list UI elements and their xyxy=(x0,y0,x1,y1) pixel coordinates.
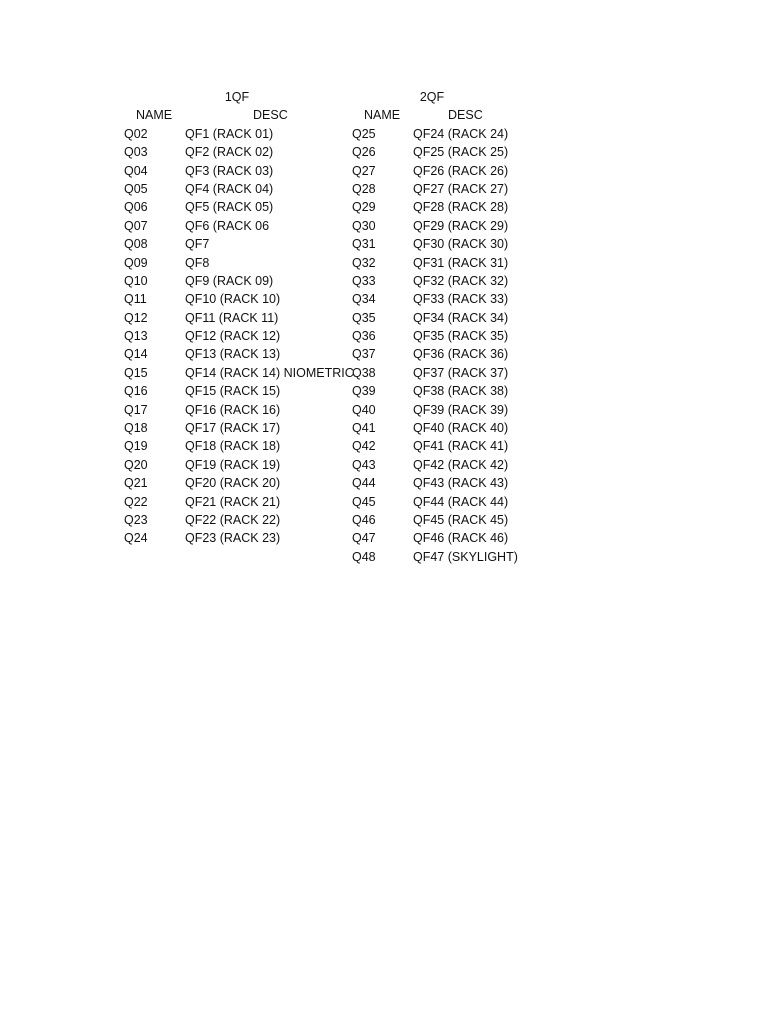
cell-name: Q16 xyxy=(124,384,148,399)
cell-name: Q14 xyxy=(124,347,148,362)
cell-desc: QF8 xyxy=(185,255,210,270)
cell-name: Q32 xyxy=(352,255,376,270)
cell-desc: QF6 (RACK 06 xyxy=(185,218,270,233)
cell-name: Q22 xyxy=(124,494,148,509)
table-body xyxy=(124,125,354,548)
cell-name: Q45 xyxy=(352,494,376,509)
table-1qf xyxy=(124,88,354,548)
cell-desc: QF14 (RACK 14) NIOMETRIC xyxy=(185,365,354,380)
cell-name: Q12 xyxy=(124,310,148,325)
table-row xyxy=(352,125,532,143)
cell-desc: QF27 (RACK 27) xyxy=(413,181,509,196)
cell-desc: QF40 (RACK 40) xyxy=(413,421,509,436)
cell-desc: QF12 (RACK 12) xyxy=(185,329,281,344)
table-row xyxy=(124,290,350,308)
cell-desc: QF5 (RACK 05) xyxy=(185,200,274,215)
table-row xyxy=(124,254,350,272)
cell-desc: QF31 (RACK 31) xyxy=(413,255,509,270)
table-row xyxy=(352,364,532,382)
column-header-desc: DESC xyxy=(253,108,288,123)
cell-desc: QF46 (RACK 46) xyxy=(413,531,509,546)
cell-desc: QF29 (RACK 29) xyxy=(413,218,509,233)
cell-name: Q40 xyxy=(352,402,376,417)
table-row xyxy=(124,345,350,363)
cell-desc: QF1 (RACK 01) xyxy=(185,126,274,141)
cell-desc: QF3 (RACK 03) xyxy=(185,163,274,178)
cell-desc: QF44 (RACK 44) xyxy=(413,494,509,509)
table-title-row xyxy=(124,88,350,106)
cell-name: Q44 xyxy=(352,476,376,491)
table-row xyxy=(124,327,350,345)
table-row xyxy=(124,309,350,327)
table-title-row xyxy=(352,88,532,106)
cell-name: Q37 xyxy=(352,347,376,362)
table-row xyxy=(352,548,532,566)
cell-desc: QF47 (SKYLIGHT) xyxy=(413,549,518,564)
cell-desc: QF37 (RACK 37) xyxy=(413,365,509,380)
cell-desc: QF2 (RACK 02) xyxy=(185,145,274,160)
cell-desc: QF45 (RACK 45) xyxy=(413,512,509,527)
table-row xyxy=(124,235,350,253)
cell-name: Q05 xyxy=(124,181,148,196)
cell-desc: QF42 (RACK 42) xyxy=(413,457,509,472)
table-row xyxy=(124,143,350,161)
column-header-name: NAME xyxy=(364,108,401,123)
cell-desc: QF26 (RACK 26) xyxy=(413,163,509,178)
cell-name: Q38 xyxy=(352,365,376,380)
cell-desc: QF34 (RACK 34) xyxy=(413,310,509,325)
table-row xyxy=(352,254,532,272)
table-row xyxy=(352,493,532,511)
cell-name: Q43 xyxy=(352,457,376,472)
cell-name: Q42 xyxy=(352,439,376,454)
cell-desc: QF41 (RACK 41) xyxy=(413,439,509,454)
table-row xyxy=(124,162,350,180)
table-row xyxy=(352,511,532,529)
cell-name: Q23 xyxy=(124,512,148,527)
column-header-desc: DESC xyxy=(448,108,483,123)
table-row xyxy=(352,198,532,216)
table-row xyxy=(124,364,354,382)
table-body xyxy=(352,125,532,566)
table-row xyxy=(352,401,532,419)
table-row xyxy=(124,456,350,474)
table-row xyxy=(124,474,350,492)
cell-desc: QF36 (RACK 36) xyxy=(413,347,509,362)
cell-desc: QF32 (RACK 32) xyxy=(413,273,509,288)
table-row xyxy=(352,272,532,290)
cell-name: Q19 xyxy=(124,439,148,454)
cell-desc: QF11 (RACK 11) xyxy=(185,310,279,325)
cell-name: Q04 xyxy=(124,163,148,178)
cell-name: Q24 xyxy=(124,531,148,546)
table-2qf xyxy=(352,88,532,566)
cell-name: Q06 xyxy=(124,200,148,215)
table-row xyxy=(124,198,350,216)
cell-name: Q11 xyxy=(124,292,147,307)
table-row xyxy=(352,345,532,363)
table-header-row xyxy=(124,106,350,124)
cell-desc: QF30 (RACK 30) xyxy=(413,237,509,252)
cell-desc: QF7 xyxy=(185,237,210,252)
cell-name: Q39 xyxy=(352,384,376,399)
table-header-row xyxy=(352,106,532,124)
cell-desc: QF23 (RACK 23) xyxy=(185,531,281,546)
table-row xyxy=(124,529,350,547)
cell-desc: QF10 (RACK 10) xyxy=(185,292,281,307)
cell-name: Q21 xyxy=(124,476,148,491)
cell-desc: QF4 (RACK 04) xyxy=(185,181,274,196)
cell-name: Q31 xyxy=(352,237,376,252)
cell-name: Q18 xyxy=(124,421,148,436)
table-row xyxy=(352,217,532,235)
table-row xyxy=(124,180,350,198)
table-row xyxy=(124,125,350,143)
cell-desc: QF38 (RACK 38) xyxy=(413,384,509,399)
cell-name: Q09 xyxy=(124,255,148,270)
cell-name: Q20 xyxy=(124,457,148,472)
cell-desc: QF19 (RACK 19) xyxy=(185,457,281,472)
cell-name: Q15 xyxy=(124,365,148,380)
cell-name: Q34 xyxy=(352,292,376,307)
cell-desc: QF17 (RACK 17) xyxy=(185,421,281,436)
cell-name: Q36 xyxy=(352,329,376,344)
cell-desc: QF15 (RACK 15) xyxy=(185,384,281,399)
cell-desc: QF20 (RACK 20) xyxy=(185,476,281,491)
table-row xyxy=(352,235,532,253)
cell-name: Q02 xyxy=(124,126,148,141)
cell-name: Q29 xyxy=(352,200,376,215)
table-row xyxy=(124,382,350,400)
cell-name: Q35 xyxy=(352,310,376,325)
cell-desc: QF18 (RACK 18) xyxy=(185,439,281,454)
cell-name: Q46 xyxy=(352,512,376,527)
table-row xyxy=(352,529,532,547)
cell-name: Q08 xyxy=(124,237,148,252)
cell-name: Q10 xyxy=(124,273,148,288)
table-title: 1QF xyxy=(224,90,250,104)
cell-name: Q03 xyxy=(124,145,148,160)
cell-name: Q28 xyxy=(352,181,376,196)
table-row xyxy=(352,180,532,198)
table-row xyxy=(352,419,532,437)
cell-desc: QF39 (RACK 39) xyxy=(413,402,509,417)
cell-name: Q41 xyxy=(352,421,376,436)
cell-name: Q48 xyxy=(352,549,376,564)
table-row xyxy=(352,456,532,474)
table-row xyxy=(352,290,532,308)
cell-desc: QF25 (RACK 25) xyxy=(413,145,509,160)
cell-name: Q13 xyxy=(124,329,148,344)
table-row xyxy=(124,511,350,529)
cell-name: Q47 xyxy=(352,531,376,546)
cell-desc: QF24 (RACK 24) xyxy=(413,126,509,141)
table-row xyxy=(124,493,350,511)
cell-name: Q26 xyxy=(352,145,376,160)
cell-name: Q07 xyxy=(124,218,148,233)
cell-desc: QF33 (RACK 33) xyxy=(413,292,509,307)
table-row xyxy=(352,327,532,345)
table-title: 2QF xyxy=(419,90,445,104)
table-row xyxy=(124,419,350,437)
cell-name: Q25 xyxy=(352,126,376,141)
table-row xyxy=(352,437,532,455)
table-row xyxy=(124,217,350,235)
cell-name: Q30 xyxy=(352,218,376,233)
cell-desc: QF13 (RACK 13) xyxy=(185,347,281,362)
table-row xyxy=(124,272,350,290)
cell-desc: QF9 (RACK 09) xyxy=(185,273,274,288)
table-row xyxy=(352,474,532,492)
column-header-name: NAME xyxy=(136,108,173,123)
table-row xyxy=(124,401,350,419)
cell-name: Q17 xyxy=(124,402,148,417)
table-row xyxy=(352,309,532,327)
table-row xyxy=(352,382,532,400)
cell-desc: QF16 (RACK 16) xyxy=(185,402,281,417)
cell-desc: QF35 (RACK 35) xyxy=(413,329,509,344)
table-row xyxy=(352,162,532,180)
cell-name: Q27 xyxy=(352,163,376,178)
cell-desc: QF21 (RACK 21) xyxy=(185,494,281,509)
table-row xyxy=(124,437,350,455)
table-row xyxy=(352,143,532,161)
cell-desc: QF22 (RACK 22) xyxy=(185,512,281,527)
cell-name: Q33 xyxy=(352,273,376,288)
cell-desc: QF28 (RACK 28) xyxy=(413,200,509,215)
cell-desc: QF43 (RACK 43) xyxy=(413,476,509,491)
